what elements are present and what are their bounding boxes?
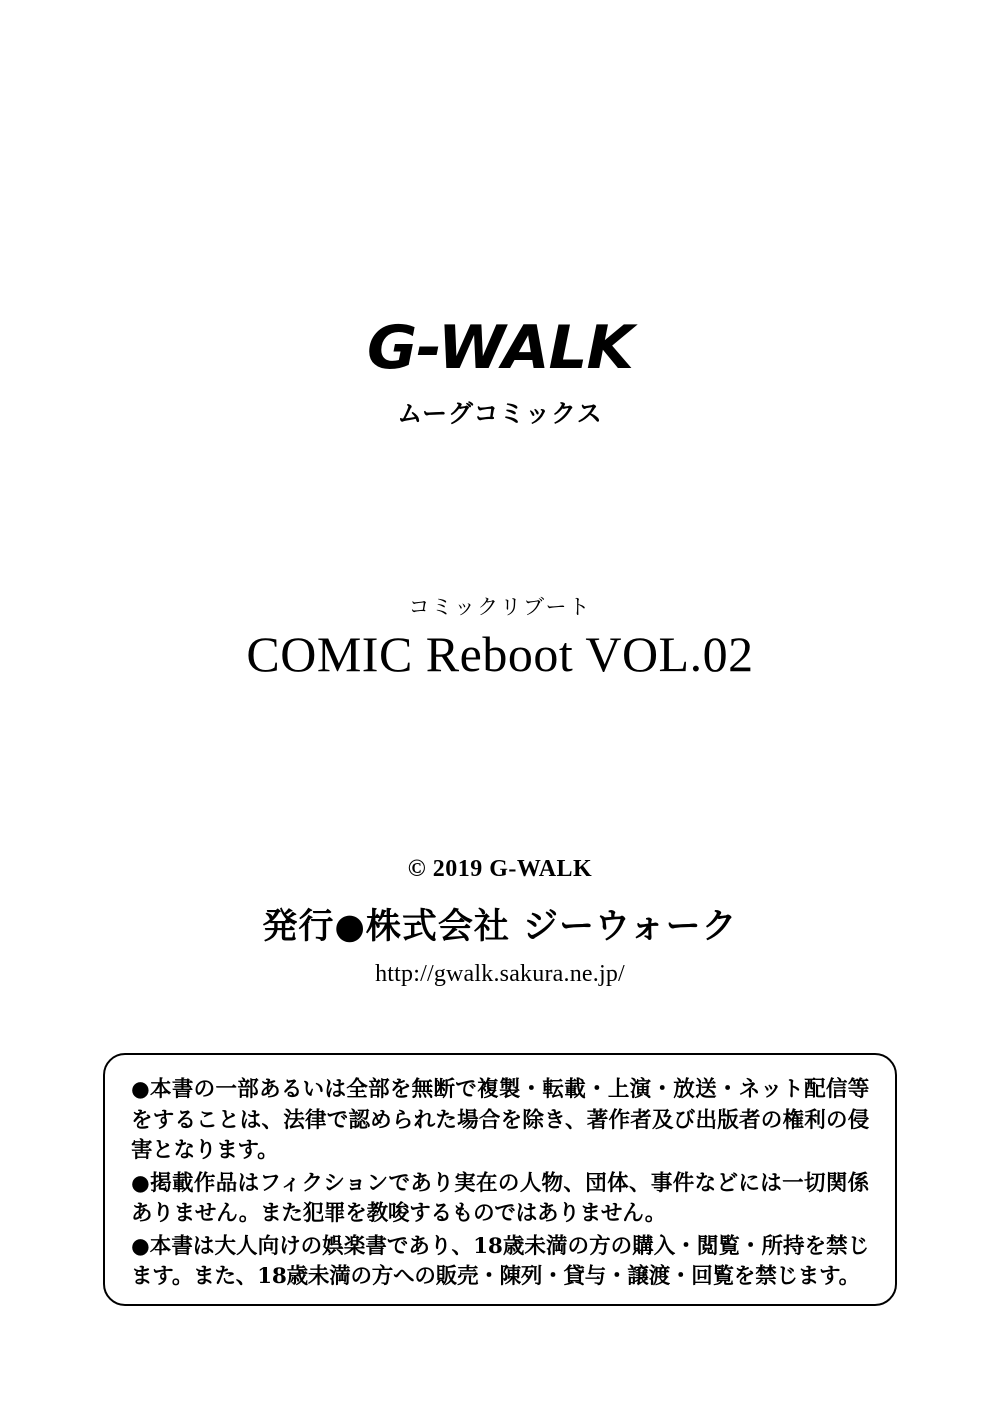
legal-notice-paragraph: ●本書の一部あるいは全部を無断で複製・転載・上演・放送・ネット配信等をすることは、法律で認められた場合を除き、著作者及び出版者の権利の侵害となります。 xyxy=(131,1077,869,1164)
copyright-line: © 2019 G-WALK xyxy=(407,856,593,882)
publisher-logo-wordmark: G-WALK xyxy=(367,313,633,383)
colophon-info xyxy=(0,856,1000,988)
legal-notice-paragraph: ●掲載作品はフィクションであり実在の人物、団体、事件などには一切関係ありません。また犯罪を教唆するものではありません。 xyxy=(131,1170,869,1227)
legal-notice-paragraph: ●本書は大人向けの娯楽書であり、18歳未満の方の購入・閲覧・所持を禁じます。また、18歳未満の方への販売・陳列・貸与・譲渡・回覧を禁じます。 xyxy=(131,1233,869,1290)
book-title xyxy=(0,596,1000,682)
book-title-main: COMIC Reboot VOL.02 xyxy=(246,626,754,683)
book-title-ruby: コミックリブート xyxy=(408,595,592,619)
publisher-logo-subtitle: ムーグコミックス xyxy=(397,399,603,428)
publisher-website: http://gwalk.sakura.ne.jp/ xyxy=(375,961,625,987)
publisher-line: 発行●株式会社 ジーウォーク xyxy=(262,906,738,947)
publisher-logo xyxy=(0,313,1000,430)
legal-notice-box xyxy=(103,1053,897,1306)
